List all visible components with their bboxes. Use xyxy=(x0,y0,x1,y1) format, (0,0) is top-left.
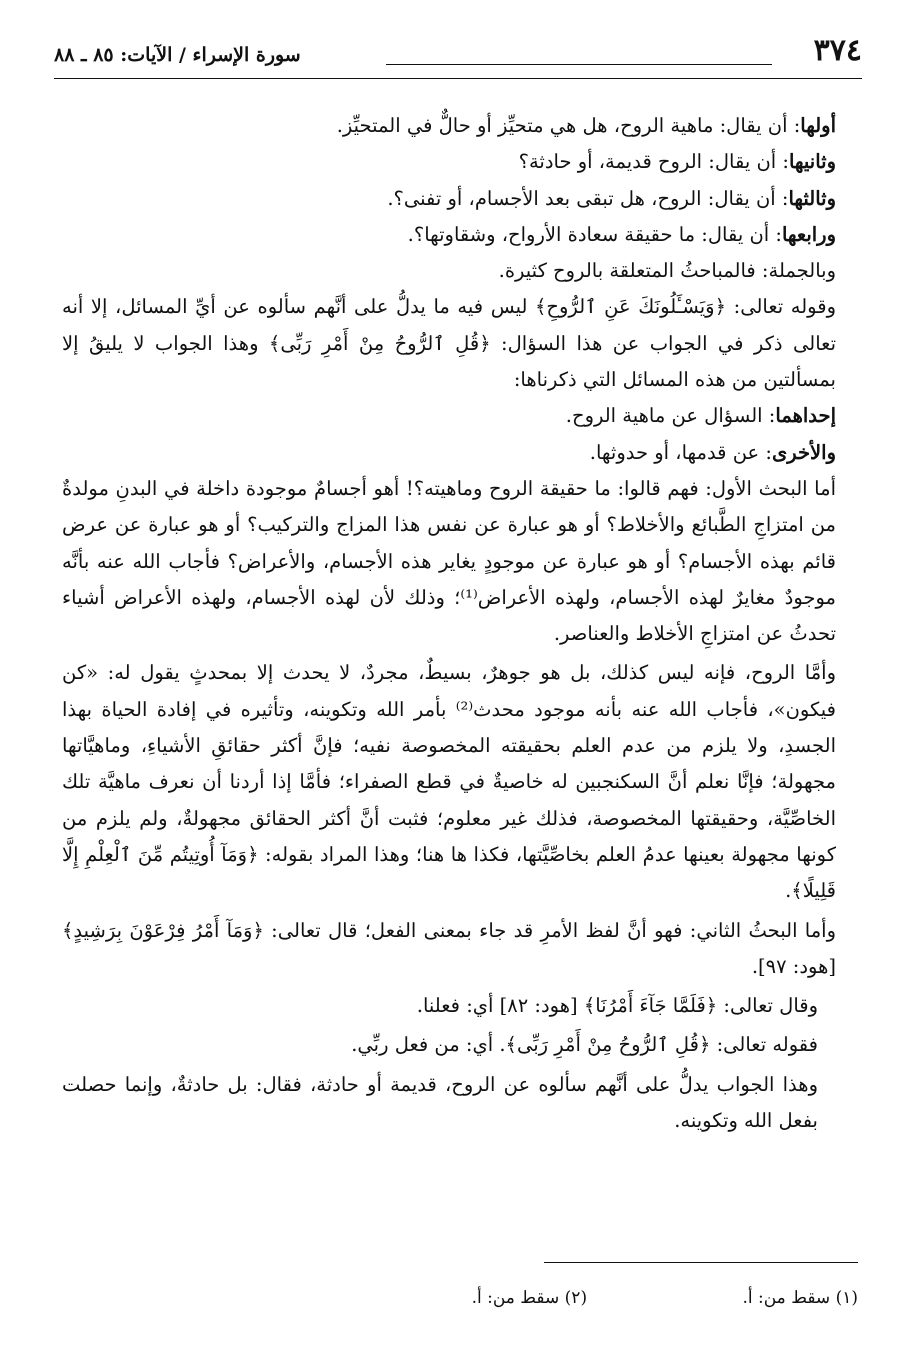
page-number: ٣٧٤ xyxy=(813,33,862,68)
paragraph-second xyxy=(62,144,858,180)
paragraph-text: : أن يقال: الروح، هل تبقى بعد الأجسام، أو تفنى؟. xyxy=(387,186,789,210)
paragraph-lead: إحداهما xyxy=(775,404,836,428)
paragraph-lead: وثانيها xyxy=(788,150,836,174)
paragraph-verse-hud-82 xyxy=(62,988,858,1024)
page-body xyxy=(62,108,858,1139)
footnote-1: (١) سقط من: أ. xyxy=(742,1288,858,1308)
paragraph-lead: أولها xyxy=(800,114,836,137)
paragraph-first xyxy=(62,108,858,144)
paragraph-text: : السؤال عن ماهية الروح. xyxy=(565,404,776,428)
paragraph-conclusion xyxy=(62,1067,858,1140)
paragraph-spirit-nature xyxy=(62,655,858,909)
paragraph-summary xyxy=(62,253,858,289)
paragraph-third xyxy=(62,181,858,217)
paragraph-lead: ورابعها xyxy=(781,222,836,246)
footnote-separator xyxy=(544,1262,858,1263)
paragraph-verse-discussion xyxy=(62,289,858,398)
paragraph-fourth xyxy=(62,217,858,253)
paragraph-text: وأمَّا الروح، فإنه ليس كذلك، بل هو جوهرٌ، بسيطٌ، مجردٌ، لا يحدث إلا بمحدثٍ يقول له: «كن فيكون»، فأجاب الله عنه بأنه موجود محدث⁽²⁾ بأمر الله وتكوينه، وتأثيره في إفادة الحياة بهذا الجسدِ، ولا يلزم من عدم العلم بحقيقته المخصوصة نفيه؛ فإنَّ أكثر حقائقِ الأشياءِ، وماهيَّاتها مجهولة؛ فإنَّا نعلم أنَّ السكنجبين له خاصيةٌ في قطع الصفراء؛ فأمَّا إذا أردنا أن نعرف ماهيَّة تلك الخاصِّيَّة، وحقيقتها المخصوصة، فذلك غير معلوم؛ فثبت أنَّ أكثر الحقائق مجهولةٌ، ولم يلزم من كونها مجهولة بعينها عدمُ العلم بخاصِّيَّتها، فكذا ها هنا؛ وهذا المراد بقوله: ﴿وَمَآ أُوتِيتُم مِّنَ ٱلْعِلْمِ إِلَّا قَلِيلًا﴾. xyxy=(62,661,836,903)
paragraph-text: فقوله تعالى: ﴿قُلِ ٱلرُّوحُ مِنْ أَمْرِ رَبِّى﴾. أي: من فعل ربِّي. xyxy=(351,1033,818,1057)
paragraph-text: : أن يقال: ما حقيقة سعادة الأرواح، وشقاوتها؟. xyxy=(407,222,782,246)
paragraph-lead: والأخرى xyxy=(771,440,836,464)
paragraph-text: : عن قدمها، أو حدوثها. xyxy=(589,440,772,464)
paragraph-text: وأما البحثُ الثاني: فهو أنَّ لفظ الأمرِ قد جاء بمعنى الفعل؛ قال تعالى: ﴿وَمَآ أَمْرُ فِرْعَوْنَ بِرَشِيدٍ﴾ [هود: ٩٧]. xyxy=(62,918,836,978)
paragraph-second-issue xyxy=(62,435,858,471)
paragraph-text: : أن يقال: الروح قديمة، أو حادثة؟ xyxy=(518,150,789,174)
paragraph-first-issue xyxy=(62,398,858,434)
paragraph-second-inquiry xyxy=(62,913,858,986)
page-header xyxy=(54,34,862,74)
footnotes xyxy=(62,1286,858,1310)
header-inline-rule xyxy=(386,64,772,65)
paragraph-text: وبالجملة: فالمباحثُ المتعلقة بالروح كثيرة. xyxy=(498,259,836,283)
paragraph-text: : أن يقال: ماهية الروح، هل هي متحيِّز أو حالٌّ في المتحيِّز. xyxy=(336,114,801,137)
paragraph-text: وقوله تعالى: ﴿وَيَسْـَٔلُونَكَ عَنِ ٱلرُّوحِ﴾ ليس فيه ما يدلُّ على أنَّهم سألوه عن أيِّ المسائل، إلا أنه تعالى ذكر في الجواب عن هذا السؤال: ﴿قُلِ ٱلرُّوحُ مِنْ أَمْرِ رَبِّى﴾ وهذا الجواب لا يليقُ إلا بمسألتين من هذه المسائل التي ذكرناها: xyxy=(62,295,836,392)
footnote-2: (٢) سقط من: أ. xyxy=(471,1288,588,1308)
paragraph-first-inquiry xyxy=(62,471,858,652)
paragraph-verse-meaning xyxy=(62,1027,858,1063)
running-title: سورة الإسراء / الآيات: ٨٥ ـ ٨٨ xyxy=(54,44,301,66)
paragraph-text: وهذا الجواب يدلُّ على أنَّهم سألوه عن الروح، قديمة أو حادثة، فقال: بل حادثةٌ، وإنما حصلت بفعل الله وتكوينه. xyxy=(62,1072,818,1133)
paragraph-text: أما البحث الأول: فهم قالوا: ما حقيقة الروح وماهيته؟! أهو أجسامٌ موجودة داخلة في البدنِ مولدةٌ من امتزاجِ الطَّبائع والأخلاط؟ أو هو عبارة عن نفس هذا المزاج والتركيب؟ أو هو عبارة عن عرض قائم بهذه الأجسام؟ أو هو عبارة عن موجودٍ يغاير هذه الأجسام، والأعراض؟ فأجاب الله عنه بأنَّه موجودٌ مغايرٌ لهذه الأجسام، ولهذه الأعراض⁽¹⁾؛ وذلك لأن لهذه الأجسام، ولهذه الأعراض أشياء تحدثُ عن امتزاجِ الأخلاط والعناصر. xyxy=(62,476,837,646)
paragraph-text: وقال تعالى: ﴿فَلَمَّا جَآءَ أَمْرُنَا﴾ [هود: ٨٢] أي: فعلنا. xyxy=(416,994,818,1018)
header-rule xyxy=(54,78,862,79)
paragraph-lead: وثالثها xyxy=(788,186,836,210)
